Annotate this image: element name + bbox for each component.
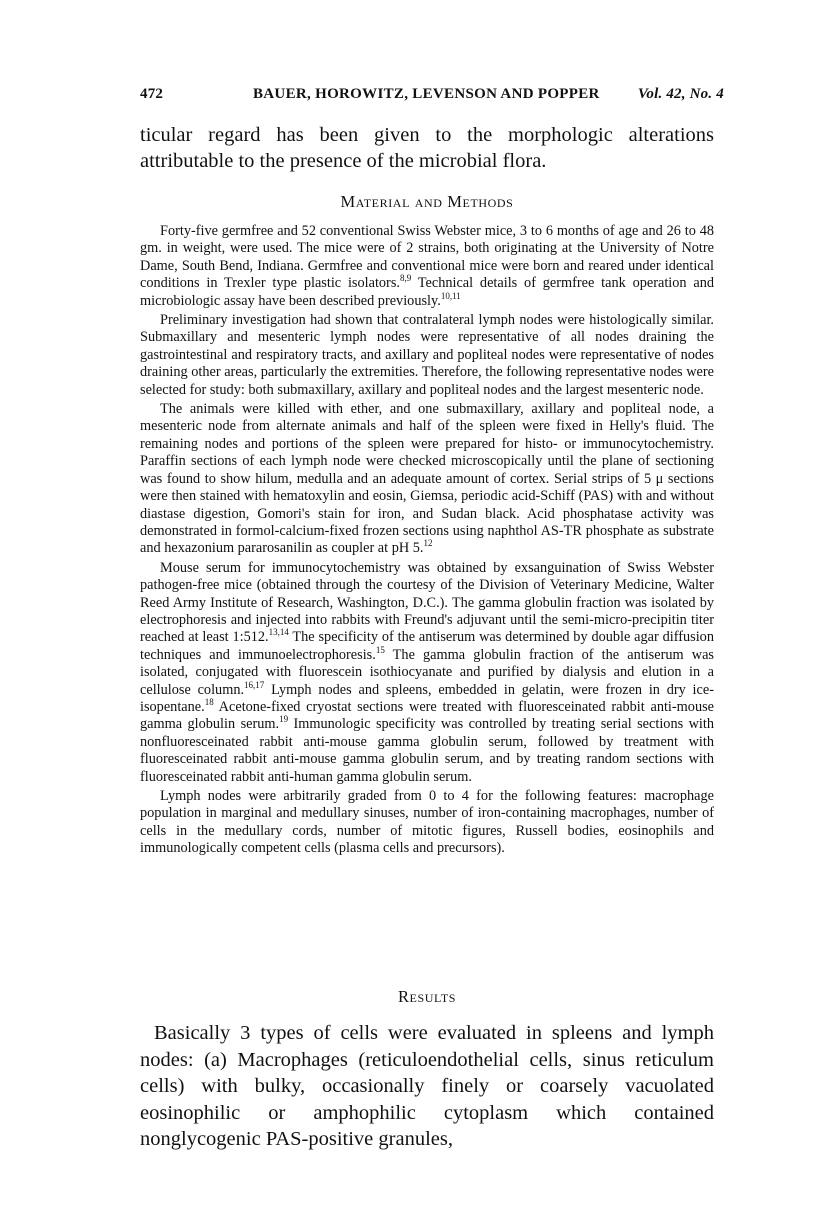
running-head xyxy=(140,86,724,108)
reference-marker: 10,11 xyxy=(440,290,461,301)
reference-marker: 8,9 xyxy=(399,273,412,284)
reference-marker: 13,14 xyxy=(268,627,289,638)
results-section xyxy=(140,1020,714,1153)
section-heading-methods: Material and Methods xyxy=(340,192,514,211)
methods-p1-text: Forty-five germfree and 52 conventional Swiss Webster mice, 3 to 6 months of age and 26 to 48 gm. in weight, were used. The mice were of 2 strains, both originating at the University of Notre Dame, South Bend, Indiana. Germfree and conventional mice were born and reared under identical conditions in Trexler type plastic isolators. xyxy=(140,223,714,292)
methods-paragraph: Lymph nodes were arbitrarily graded from 0 to 4 for the following features: macrophage population in marginal and medullary sinuses, number of iron-containing macrophages, number of cells in the medullary cords, number of mitotic figures, Russell bodies, eosinophils and immunologically competent cells (plasma cells and precursors). xyxy=(140,788,714,857)
reference-marker: 19 xyxy=(279,714,289,725)
page-number: 472 xyxy=(140,86,164,102)
continued-paragraph: ticular regard has been given to the morphologic alterations attributable to the presence of the microbial flora. xyxy=(140,124,714,172)
section-heading-results: Results xyxy=(397,987,457,1006)
methods-p4-s4: Lymph nodes and spleens, embedded in gelatin, were frozen in dry ice-isopentane. xyxy=(140,681,714,715)
methods-p4-s5: Acetone-fixed cryostat sections were treated with fluoresceinated rabbit anti-mouse gamma globulin serum. xyxy=(140,698,714,733)
methods-p4-s3: The gamma globulin fraction of the antiserum was isolated, conjugated with fluorescein isothiocyanate and purified by dialysis and elution in a cellulose column. xyxy=(140,646,714,698)
methods-section xyxy=(140,223,714,860)
methods-paragraph xyxy=(140,223,714,310)
reference-marker: 18 xyxy=(204,697,214,708)
journal-volume: Vol. 42, No. 4 xyxy=(637,86,724,102)
methods-p4-text: Mouse serum for immunocytochemistry was obtained by exsanguination of Swiss Webster pathogen-free mice (obtained through the courtesy of the Division of Veterinary Medicine, Walter Reed Army Institute of Research, Washington, D.C.). The gamma globulin fraction was isolated by electrophoresis and injected into rabbits with Freund's adjuvant until the semi-micro-precipitin titer reached at least 1:512. xyxy=(140,559,714,646)
reference-marker: 16,17 xyxy=(244,679,265,690)
reference-marker: 12 xyxy=(423,538,433,549)
methods-paragraph: Preliminary investigation had shown that contralateral lymph nodes were histologically similar. Submaxillary and mesenteric lymph nodes were representative of all nodes draining the gastrointestinal and respiratory tracts, and axillary and popliteal nodes were representative of nodes draining other areas, particularly the extremities. Therefore, the following representative nodes were selected for study: both submaxillary, axillary and popliteal nodes and the largest mesenteric node. xyxy=(140,312,714,398)
results-paragraph: Basically 3 types of cells were evaluated in spleens and lymph nodes: (a) Macrophages (reticuloendothelial cells, sinus reticulum cells) with bulky, occasionally finely or coarsely vacuolated eosinophilic or amphophilic cytoplasm which contained nonglycogenic PAS-positive granules, xyxy=(140,1022,714,1150)
methods-p3-text: The animals were killed with ether, and one submaxillary, axillary and popliteal node, a mesenteric node from alternate animals and half of the spleen were fixed in Helly's fluid. The remaining nodes and portions of the spleen were prepared for histo- or immunocytochemistry. Paraffin sections of each lymph node were checked microscopically until the plane of sectioning was found to show hilum, medulla and an adequate amount of cortex. Serial strips of 5 μ sections were then stained with hematoxylin and eosin, Giemsa, periodic acid-Schiff (PAS) with and without diastase digestion, Gomori's stain for iron, and Sudan black. Acid phosphatase activity was demonstrated in formol-calcium-fixed frozen sections using naphthol AS-TR phosphate as substrate and hexazonium pararosanilin as coupler at pH 5. xyxy=(140,401,714,557)
methods-paragraph xyxy=(140,560,714,786)
methods-p1-tail: Technical details of germfree tank operation and microbiologic assay have been described previously. xyxy=(140,275,714,309)
running-head-authors: BAUER, HOROWITZ, LEVENSON AND POPPER xyxy=(253,86,600,102)
methods-paragraph xyxy=(140,401,714,558)
reference-marker: 15 xyxy=(375,644,385,655)
methods-p4-s6: Immunologic specificity was controlled by treating serial sections with nonfluoresceinated rabbit anti-mouse gamma globulin serum, followed by treatment with fluoresceinated rabbit anti-mouse gamma globulin serum, and by treating random sections with fluoresceinated rabbit anti-human gamma globulin serum. xyxy=(140,716,714,785)
methods-p4-s2: The specificity of the antiserum was determined by double agar diffusion techniques and immunoelectrophoresis. xyxy=(140,629,714,663)
